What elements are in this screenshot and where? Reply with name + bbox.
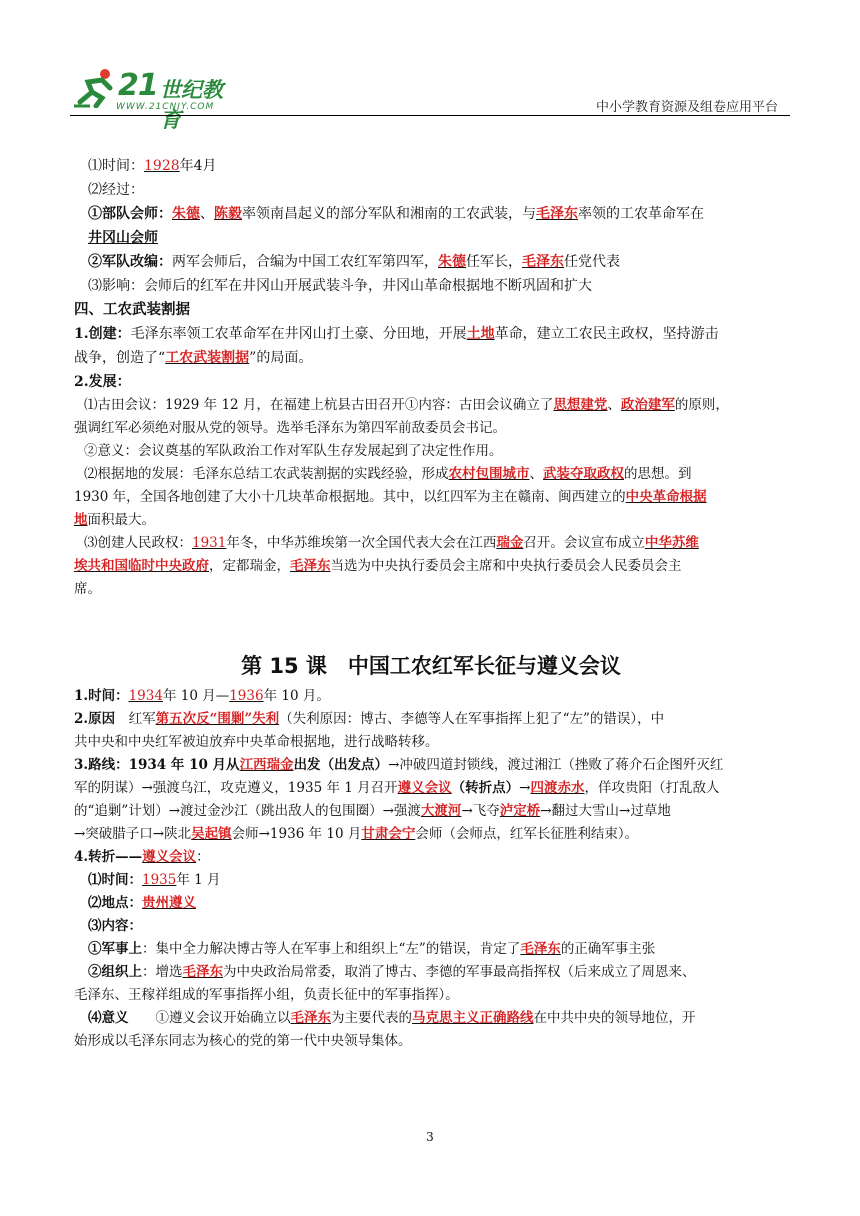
text: （出发点） (320, 757, 389, 773)
answer: 农村包围城市 (448, 466, 530, 482)
answer: 土地 (466, 326, 495, 342)
develop-label: 2.发展： (74, 374, 131, 390)
text: （失利原因：博古、李德等人在军事指挥上犯了“左”的错误），中 (279, 711, 665, 727)
logo-url: WWW.21CNJY.COM (116, 102, 215, 112)
text: 军的阴谋）→强渡乌江，攻克遵义，1935 年 1 月召开 (74, 780, 398, 796)
route-line (74, 754, 788, 777)
text: 1930 年，全国各地创建了大小十几块革命根据地。其中，以红四军为主在赣南、闽西建立的 (74, 489, 626, 505)
label: ⑴时间： (88, 872, 142, 888)
answer: 毛泽东 (290, 1010, 331, 1026)
military-line (74, 938, 788, 961)
regime-line-3: 席。 (74, 581, 101, 597)
answer: 1936 (229, 688, 264, 704)
label: 3.路线： (74, 757, 129, 773)
text: 当选为中央执行委员会主席和中央执行委员会人民委员会主 (330, 558, 682, 574)
label: ①部队会师： (88, 206, 172, 222)
text: 任党代表 (564, 254, 620, 270)
regime-line-2 (74, 555, 788, 578)
label: 4.转折—— (74, 849, 143, 865)
answer: 贵州遵义 (142, 895, 196, 911)
create-line (74, 322, 788, 346)
text: 率领的工农革命军在 (578, 206, 704, 222)
route-line-4 (74, 823, 788, 846)
logo-name: 世纪教育 (160, 78, 223, 132)
zunyi-place (74, 892, 788, 915)
text: ：增选 (142, 964, 183, 980)
significance-line (74, 1007, 788, 1030)
text: ”的局面。 (249, 350, 313, 366)
answer: 吴起镇 (191, 826, 232, 842)
text: →飞夺 (461, 803, 500, 819)
runner-logo-icon (72, 68, 118, 108)
text: 年 10 月— (162, 688, 230, 704)
label: ⑶影响： (88, 278, 144, 294)
answer: 埃共和国临时中央政府 (74, 558, 209, 574)
page-number: 3 (426, 1130, 434, 1144)
document-body (74, 154, 788, 1053)
answer: 中华苏维 (644, 535, 699, 551)
text: 、 (200, 206, 214, 222)
answer: 四渡赤水 (530, 780, 585, 796)
platform-name: 中小学教育资源及组卷应用平台 (595, 100, 778, 115)
answer: 毛泽东 (182, 964, 223, 980)
label: 1.创建： (74, 326, 131, 342)
text: 红军 (115, 711, 156, 727)
text: 的正确军事主张 (560, 941, 656, 957)
text: 为中央政治局常委，取消了博古、李德的军事最高指挥权（后来成立了周恩来、 (223, 964, 696, 980)
answer: 毛泽东 (290, 558, 331, 574)
text: （转折点） (451, 780, 520, 796)
gutian-line-2: 强调红军必须绝对服从党的领导。选举毛泽东为第四军前敌委员会书记。 (74, 420, 506, 436)
answer: 陈毅 (214, 206, 242, 222)
answer: 1928 (144, 158, 180, 174)
text: →突破腊子口→陕北 (74, 826, 192, 842)
meeting-place-line (74, 226, 788, 250)
text: → (519, 780, 531, 796)
text: ⑶创建人民政权： (84, 535, 192, 551)
answer: 政治建军 (620, 397, 675, 413)
cause-line (74, 708, 788, 731)
answer: 瑞金 (496, 535, 524, 551)
answer: 朱德 (172, 206, 200, 222)
answer: 井冈山会师 (88, 230, 158, 246)
base-line (74, 463, 788, 486)
answer: 地 (74, 512, 88, 528)
text: ： (196, 849, 210, 865)
text: 年 10 月。 (263, 688, 330, 704)
organization-line (74, 961, 788, 984)
turning-line (74, 846, 788, 869)
answer: 甘肃会宁 (361, 826, 416, 842)
gutian-line (74, 394, 788, 417)
answer: 毛泽东 (520, 941, 561, 957)
label: 1.时间： (74, 688, 129, 704)
label: ②军队改编： (88, 254, 172, 270)
answer: 1934 (128, 688, 163, 704)
label: ⑴时间： (88, 158, 144, 174)
label: ⑵经过： (88, 182, 144, 198)
text: 面积最大。 (87, 512, 155, 528)
logo (70, 62, 240, 132)
lesson-title: 第 15 课 中国工农红军长征与遵义会议 (241, 654, 621, 678)
text: 会师（会师点，红军长征胜利结束）。 (415, 826, 639, 842)
answer: 工农武装割据 (165, 350, 250, 366)
reorg-line (74, 250, 788, 274)
zunyi-time (74, 869, 788, 892)
answer: 遵义会议 (142, 849, 197, 865)
answer: 第五次反“围剿”失利 (155, 711, 280, 727)
text: 召开。会议宣布成立 (523, 535, 645, 551)
text: 年4月 (179, 158, 217, 174)
impact-line (74, 274, 788, 298)
answer: 毛泽东 (522, 254, 564, 270)
time-line (74, 154, 788, 178)
text: ：集中全力解决博古等人在军事上和组织上“左”的错误，肯定了 (142, 941, 521, 957)
text: →冲破四道封锁线，渡过湘江（挫败了蒋介石企图歼灭红 (388, 757, 724, 773)
base-line-2 (74, 486, 788, 509)
text: 年冬，中华苏维埃第一次全国代表大会在江西 (226, 535, 497, 551)
text: 、 (607, 397, 621, 413)
answer: 毛泽东 (536, 206, 578, 222)
text: 1934 年 10 月从 (128, 757, 240, 773)
answer: 思想建党 (553, 397, 608, 413)
label: ⑵地点： (88, 895, 142, 911)
answer: 1931 (192, 535, 227, 551)
text: ①遵义会议开始确立以 (128, 1010, 291, 1026)
text: 会师后的红军在井冈山开展武装斗争，井冈山革命根据地不断巩固和扩大 (144, 278, 592, 294)
organization-line-2: 毛泽东、王稼祥组成的军事指挥小组，负责长征中的军事指挥）。 (74, 987, 459, 1003)
text: 的“追剿”计划）→渡过金沙江（跳出敌人的包围圈）→强渡 (74, 803, 421, 819)
label: ②组织上 (88, 964, 142, 980)
section-heading: 四、工农武装割据 (74, 301, 190, 318)
cause-line-2: 共中央和中央红军被迫放弃中央革命根据地，进行战略转移。 (74, 734, 439, 750)
lesson-time-line (74, 685, 788, 708)
text: 战争，创造了“ (74, 350, 166, 366)
answer: 江西瑞金 (239, 757, 294, 773)
answer: 中央革命根据 (625, 489, 707, 505)
gutian-meaning: ②意义：会议奠基的军队政治工作对军队生存发展起到了决定性作用。 (84, 443, 503, 459)
text: ⑵根据地的发展：毛泽东总结工农武装割据的实践经验，形成 (84, 466, 449, 482)
route-line-3 (74, 800, 788, 823)
meeting-line (74, 202, 788, 226)
label: ⑶内容： (88, 918, 142, 934)
text: 率领南昌起义的部分军队和湘南的工农武装，与 (242, 206, 536, 222)
answer: 马克思主义正确路线 (412, 1010, 534, 1026)
text: 的原则， (674, 397, 729, 413)
text: ，佯攻贵阳（打乱敌人 (584, 780, 720, 796)
significance-line-2: 始形成以毛泽东同志为核心的党的第一代中央领导集体。 (74, 1033, 412, 1049)
zunyi-content-label (74, 915, 788, 938)
answer: 1935 (142, 872, 177, 888)
label: 2.原因 (74, 711, 116, 727)
answer: 泸定桥 (499, 803, 541, 819)
text: ⑴古田会议：1929 年 12 月，在福建上杭县古田召开①内容：古田会议确立了 (84, 397, 554, 413)
create-line-2 (74, 346, 788, 370)
text: 的思想。到 (624, 466, 692, 482)
answer: 大渡河 (420, 803, 462, 819)
text: 在中共中央的领导地位，开 (533, 1010, 696, 1026)
text: 任军长， (466, 254, 522, 270)
regime-line (74, 532, 788, 555)
text: 会师→1936 年 10 月 (231, 826, 362, 842)
base-line-3 (74, 509, 788, 532)
route-line-2 (74, 777, 788, 800)
answer: 遵义会议 (397, 780, 452, 796)
text: 毛泽东率领工农革命军在井冈山打土豪、分田地，开展 (130, 326, 467, 342)
text: 为主要代表的 (331, 1010, 412, 1026)
label: ⑷意义 (88, 1010, 129, 1026)
logo-number: 21 (118, 68, 158, 103)
text: 两军会师后，合编为中国工农红军第四军， (172, 254, 438, 270)
text: 、 (529, 466, 543, 482)
text: →翻过大雪山→过草地 (540, 803, 671, 819)
text: ，定都瑞金， (209, 558, 290, 574)
text: 出发 (293, 757, 321, 773)
label: ①军事上 (88, 941, 142, 957)
header-divider (70, 115, 790, 116)
answer: 朱德 (438, 254, 466, 270)
page-header (70, 62, 790, 132)
answer: 武装夺取政权 (543, 466, 624, 482)
text: 革命，建立工农民主政权，坚持游击 (494, 326, 719, 342)
text: 年 1 月 (176, 872, 221, 888)
process-line (74, 178, 788, 202)
